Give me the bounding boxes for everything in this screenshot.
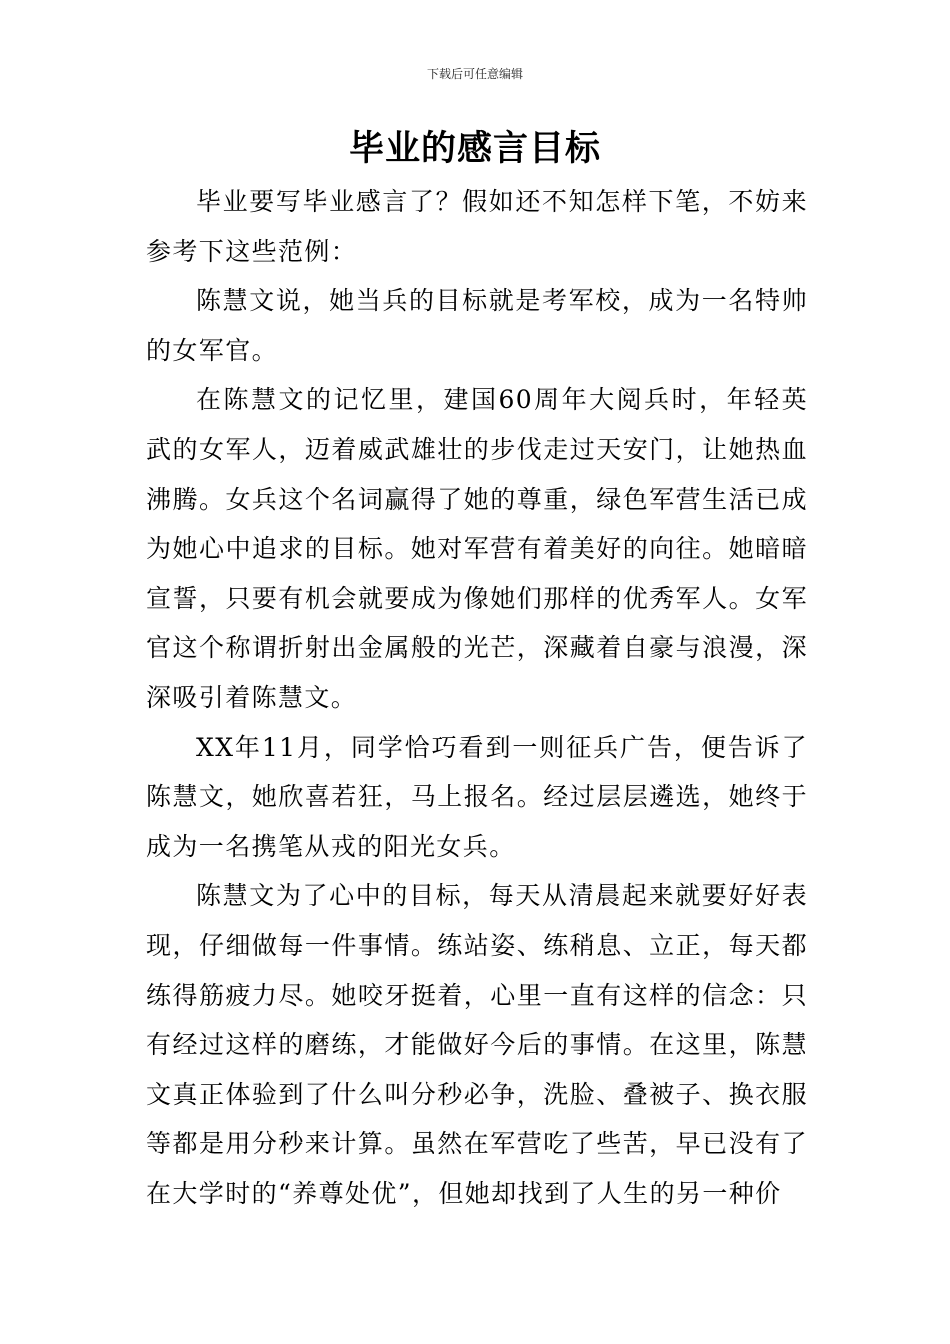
paragraph-intro: 毕业要写毕业感言了？假如还不知怎样下笔，不妨来参考下这些范例：	[146, 187, 808, 266]
header-note: 下载后可任意编辑	[426, 67, 523, 81]
paragraph-enlistment: XX年11月，同学恰巧看到一则征兵广告，便告诉了陈慧文，她欣喜若狂，马上报名。经过层层遴选，她终于成为一名携笔从戎的阳光女兵。	[146, 732, 808, 861]
document-title: 毕业的感言目标	[348, 129, 601, 169]
paragraph-memory: 在陈慧文的记忆里，建国60周年大阅兵时，年轻英武的女军人，迈着威武雄壮的步伐走过天安门，让她热血沸腾。女兵这个名词赢得了她的尊重，绿色军营生活已成为她心中追求的目标。她对军营有着美好的向往。她暗暗宣誓，只要有机会就要成为像她们那样的优秀军人。女军官这个称谓折射出金属般的光芒，深藏着自豪与浪漫，深深吸引着陈慧文。	[146, 385, 808, 712]
document-body	[146, 177, 808, 1218]
paragraph-training: 陈慧文为了心中的目标，每天从清晨起来就要好好表现，仔细做每一件事情。练站姿、练稍息、立正，每天都练得筋疲力尽。她咬牙挺着，心里一直有这样的信念：只有经过这样的磨练，才能做好今后的事情。在这里，陈慧文真正体验到了什么叫分秒必争，洗脸、叠被子、换衣服等都是用分秒来计算。虽然在军营吃了些苦，早已没有了在大学时的“养尊处优”，但她却找到了人生的另一种价	[146, 881, 808, 1208]
paragraph-goal: 陈慧文说，她当兵的目标就是考军校，成为一名特帅的女军官。	[146, 286, 808, 365]
